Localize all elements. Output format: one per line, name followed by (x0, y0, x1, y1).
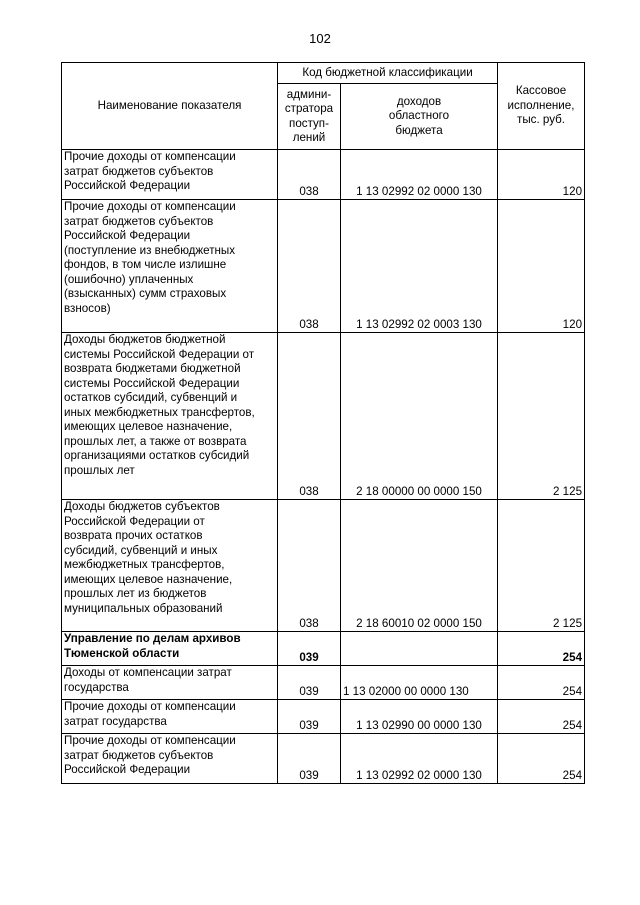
row-amount: 2 125 (498, 333, 585, 500)
header-regional-income: доходов областного бюджета (341, 84, 498, 150)
row-budget-code: 1 13 02992 02 0003 130 (341, 200, 498, 333)
row-administrator-code: 039 (278, 700, 341, 734)
header-execution: Кассовое исполнение, тыс. руб. (498, 63, 585, 150)
row-administrator-code: 038 (278, 150, 341, 200)
row-amount: 254 (498, 700, 585, 734)
row-amount: 254 (498, 734, 585, 784)
row-name: Управление по делам архивов Тюменской области (62, 632, 278, 666)
row-amount: 254 (498, 632, 585, 666)
row-administrator-code: 039 (278, 632, 341, 666)
row-name: Доходы бюджетов бюджетной системы Российской Федерации от возврата бюджетами бюджетной системы Российской Федерации остатков субсидий, субвенций и иных межбюджетных трансфертов, имеющих целевое назначение, прошлых лет, а также от возврата организациями остатков субсидий прошлых лет (62, 333, 278, 500)
row-name: Прочие доходы от компенсации затрат бюджетов субъектов Российской Федерации (62, 734, 278, 784)
row-amount: 120 (498, 150, 585, 200)
table-row (62, 700, 585, 734)
row-amount: 254 (498, 666, 585, 700)
row-administrator-code: 038 (278, 500, 341, 632)
row-name: Прочие доходы от компенсации затрат бюджетов субъектов Российской Федерации (62, 150, 278, 200)
table-row (62, 150, 585, 200)
table-row (62, 666, 585, 700)
header-administrator: админи- стратора поступ- лений (278, 84, 341, 150)
table-row (62, 200, 585, 333)
row-budget-code: 1 13 02992 02 0000 130 (341, 734, 498, 784)
row-budget-code (341, 632, 498, 666)
row-budget-code: 1 13 02990 00 0000 130 (341, 700, 498, 734)
row-name: Доходы от компенсации затрат государства (62, 666, 278, 700)
row-amount: 120 (498, 200, 585, 333)
row-administrator-code: 039 (278, 734, 341, 784)
row-budget-code: 1 13 02000 00 0000 130 (341, 666, 498, 700)
table-row (62, 333, 585, 500)
table-row (62, 500, 585, 632)
row-name: Доходы бюджетов субъектов Российской Федерации от возврата прочих остатков субсидий, субвенций и иных межбюджетных трансфертов, имеющих целевое назначение, прошлых лет из бюджетов муниципальных образований (62, 500, 278, 632)
table-row (62, 734, 585, 784)
row-budget-code: 2 18 60010 02 0000 150 (341, 500, 498, 632)
table-row (62, 632, 585, 666)
row-administrator-code: 039 (278, 666, 341, 700)
row-budget-code: 2 18 00000 00 0000 150 (341, 333, 498, 500)
header-budget-code-group: Код бюджетной классификации (278, 63, 498, 84)
row-amount: 2 125 (498, 500, 585, 632)
budget-table (61, 62, 585, 784)
row-administrator-code: 038 (278, 333, 341, 500)
row-budget-code: 1 13 02992 02 0000 130 (341, 150, 498, 200)
row-name: Прочие доходы от компенсации затрат бюджетов субъектов Российской Федерации (поступление из внебюджетных фондов, в том числе излишне (ошибочно) уплаченных (взысканных) сумм страховых взносов) (62, 200, 278, 333)
header-name: Наименование показателя (62, 63, 278, 150)
page-number: 102 (309, 31, 331, 46)
row-name: Прочие доходы от компенсации затрат государства (62, 700, 278, 734)
row-administrator-code: 038 (278, 200, 341, 333)
